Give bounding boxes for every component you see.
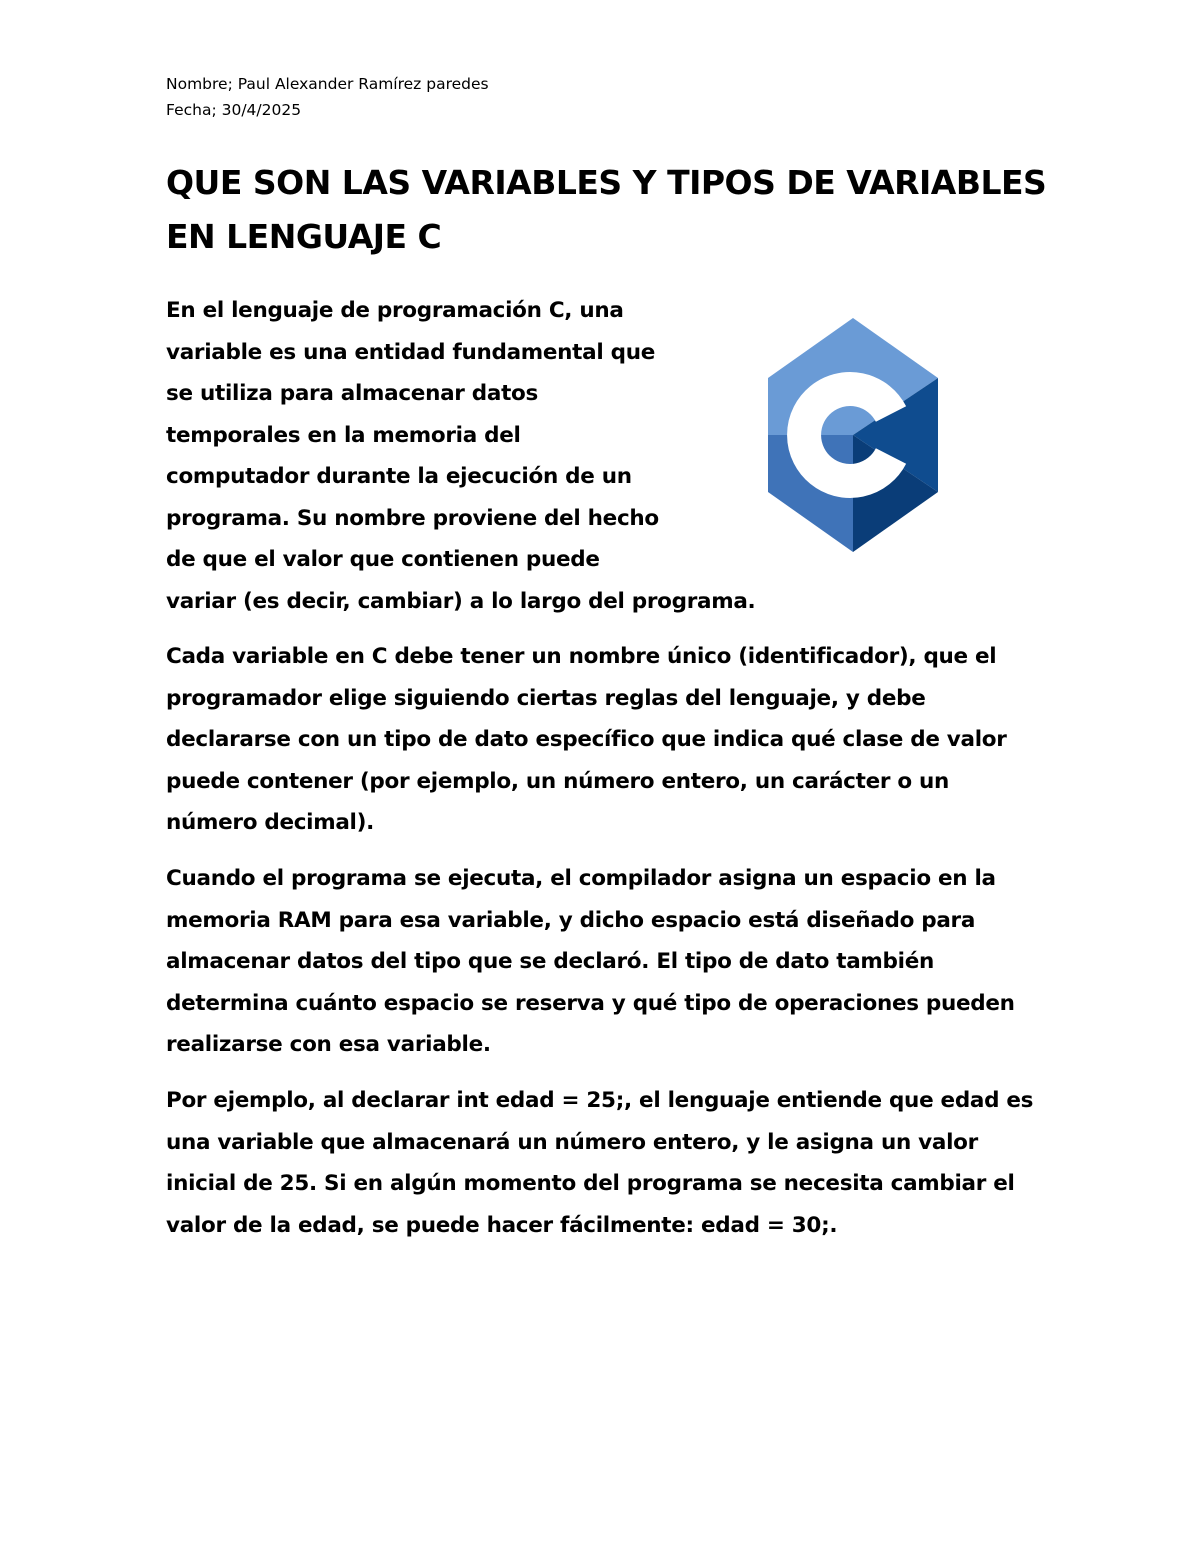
paragraph-intro-text: En el lenguaje de programación C, una variable es una entidad fundamental que se utiliza para almacenar datos temporales en la memoria del computador durante la ejecución de un programa. Su nombre proviene del hecho de que el valor que contienen puede variar (es decir, cambiar) a lo largo del programa. bbox=[166, 298, 756, 614]
c-language-logo-icon bbox=[763, 318, 943, 552]
paragraph-identifier: Cada variable en C debe tener un nombre único (identificador), que el programador elige siguiendo ciertas reglas del lenguaje, y debe declararse con un tipo de dato específico que indica qué clase de valor puede contener (por ejemplo, un número entero, un carácter o un número decimal). bbox=[166, 644, 1007, 835]
date-line: Fecha; 30/4/2025 bbox=[166, 101, 302, 119]
paragraph-example: Por ejemplo, al declarar int edad = 25;, el lenguaje entiende que edad es una variable que almacenará un número entero, y le asigna un valor inicial de 25. Si en algún momento del programa se necesita cambiar el valor de la edad, se puede hacer fácilmente: edad = 30;. bbox=[166, 1088, 1034, 1238]
author-name-line: Nombre; Paul Alexander Ramírez paredes bbox=[166, 75, 489, 93]
document-title: QUE SON LAS VARIABLES Y TIPOS DE VARIABLES EN LENGUAJE C bbox=[166, 163, 1047, 256]
paragraph-memory: Cuando el programa se ejecuta, el compilador asigna un espacio en la memoria RAM para esa variable, y dicho espacio está diseñado para almacenar datos del tipo que se declaró. El tipo de dato también determina cuánto espacio se reserva y qué tipo de operaciones pueden realizarse con esa variable. bbox=[166, 866, 1015, 1057]
